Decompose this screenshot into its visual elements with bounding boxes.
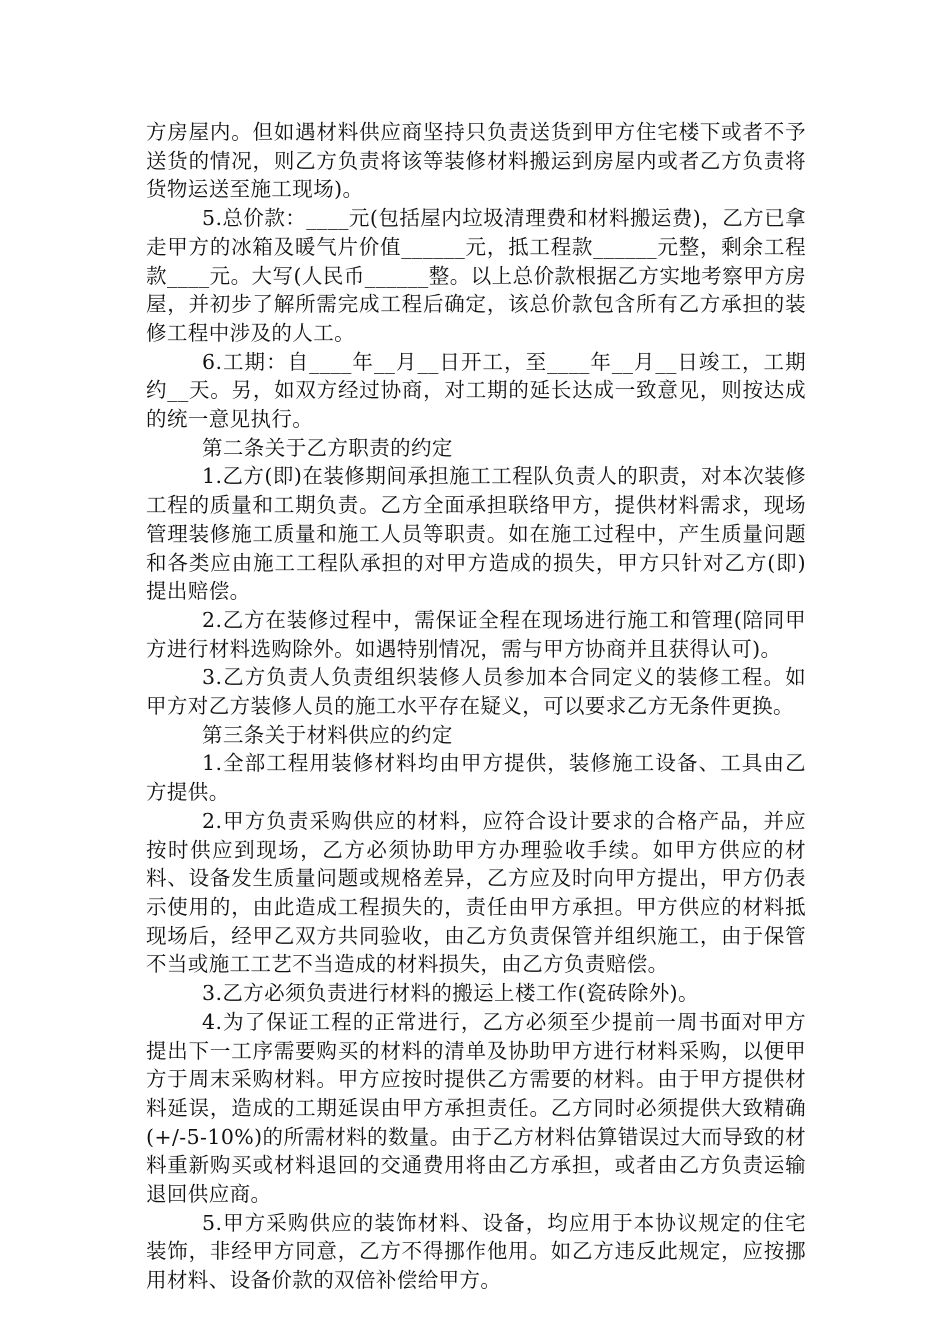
- paragraph: 1.乙方(即)在装修期间承担施工工程队负责人的职责，对本次装修工程的质量和工期负责。乙方全面承担联络甲方，提供材料需求，现场管理装修施工质量和施工人员等职责。如在施工过程中，产生质量问题和各类应由施工工程队承担的对甲方造成的损失，甲方只针对乙方(即)提出赔偿。: [146, 464, 806, 604]
- paragraph: 6.工期：自____年__月__日开工，至____年__月__日竣工，工期约__天。另，如双方经过协商，对工期的延长达成一致意见，则按达成的统一意见执行。: [146, 349, 806, 432]
- document-body: [146, 118, 806, 1295]
- section-heading: 第二条关于乙方职责的约定: [202, 435, 453, 460]
- paragraph: 1.全部工程用装修材料均由甲方提供，装修施工设备、工具由乙方提供。: [146, 751, 806, 805]
- paragraph: 5.甲方采购供应的装饰材料、设备，均应用于本协议规定的住宅装饰，非经甲方同意，乙方不得挪作他用。如乙方违反此规定，应按挪用材料、设备价款的双倍补偿给甲方。: [146, 1210, 806, 1293]
- paragraph: 5.总价款：____元(包括屋内垃圾清理费和材料搬运费)，乙方已拿走甲方的冰箱及暖气片价值______元，抵工程款______元整，剩余工程款____元。大写(人民币______整。以上总价款根据乙方实地考察甲方房屋，并初步了解所需完成工程后确定，该总价款包含所有乙方承担的装修工程中涉及的人工。: [146, 206, 806, 345]
- paragraph: 2.乙方在装修过程中，需保证全程在现场进行施工和管理(陪同甲方进行材料选购除外。如遇特别情况，需与甲方协商并且获得认可)。: [146, 607, 806, 661]
- paragraph: 方房屋内。但如遇材料供应商坚持只负责送货到甲方住宅楼下或者不予送货的情况，则乙方负责将该等装修材料搬运到房屋内或者乙方负责将货物运送至施工现场)。: [146, 120, 806, 202]
- paragraph: 3.乙方必须负责进行材料的搬运上楼工作(瓷砖除外)。: [202, 981, 699, 1006]
- paragraph: 3.乙方负责人负责组织装修人员参加本合同定义的装修工程。如甲方对乙方装修人员的施工水平存在疑义，可以要求乙方无条件更换。: [146, 665, 806, 719]
- paragraph: 4.为了保证工程的正常进行，乙方必须至少提前一周书面对甲方提出下一工序需要购买的材料的清单及协助甲方进行材料采购，以便甲方于周末采购材料。甲方应按时提供乙方需要的材料。由于甲方提供材料延误，造成的工期延误由甲方承担责任。乙方同时必须提供大致精确(+/-5-10%)的所需材料的数量。由于乙方材料估算错误过大而导致的材料重新购买或材料退回的交通费用将由乙方承担，或者由乙方负责运输退回供应商。: [146, 1009, 806, 1207]
- section-heading: 第三条关于材料供应的约定: [202, 722, 453, 747]
- paragraph: 2.甲方负责采购供应的材料，应符合设计要求的合格产品，并应按时供应到现场，乙方必须协助甲方办理验收手续。如甲方供应的材料、设备发生质量问题或规格差异，乙方应及时向甲方提出，甲方仍表示使用的，由此造成工程损失的，责任由甲方承担。甲方供应的材料抵现场后，经甲乙双方共同验收，由乙方负责保管并组织施工，由于保管不当或施工工艺不当造成的材料损失，由乙方负责赔偿。: [146, 808, 806, 977]
